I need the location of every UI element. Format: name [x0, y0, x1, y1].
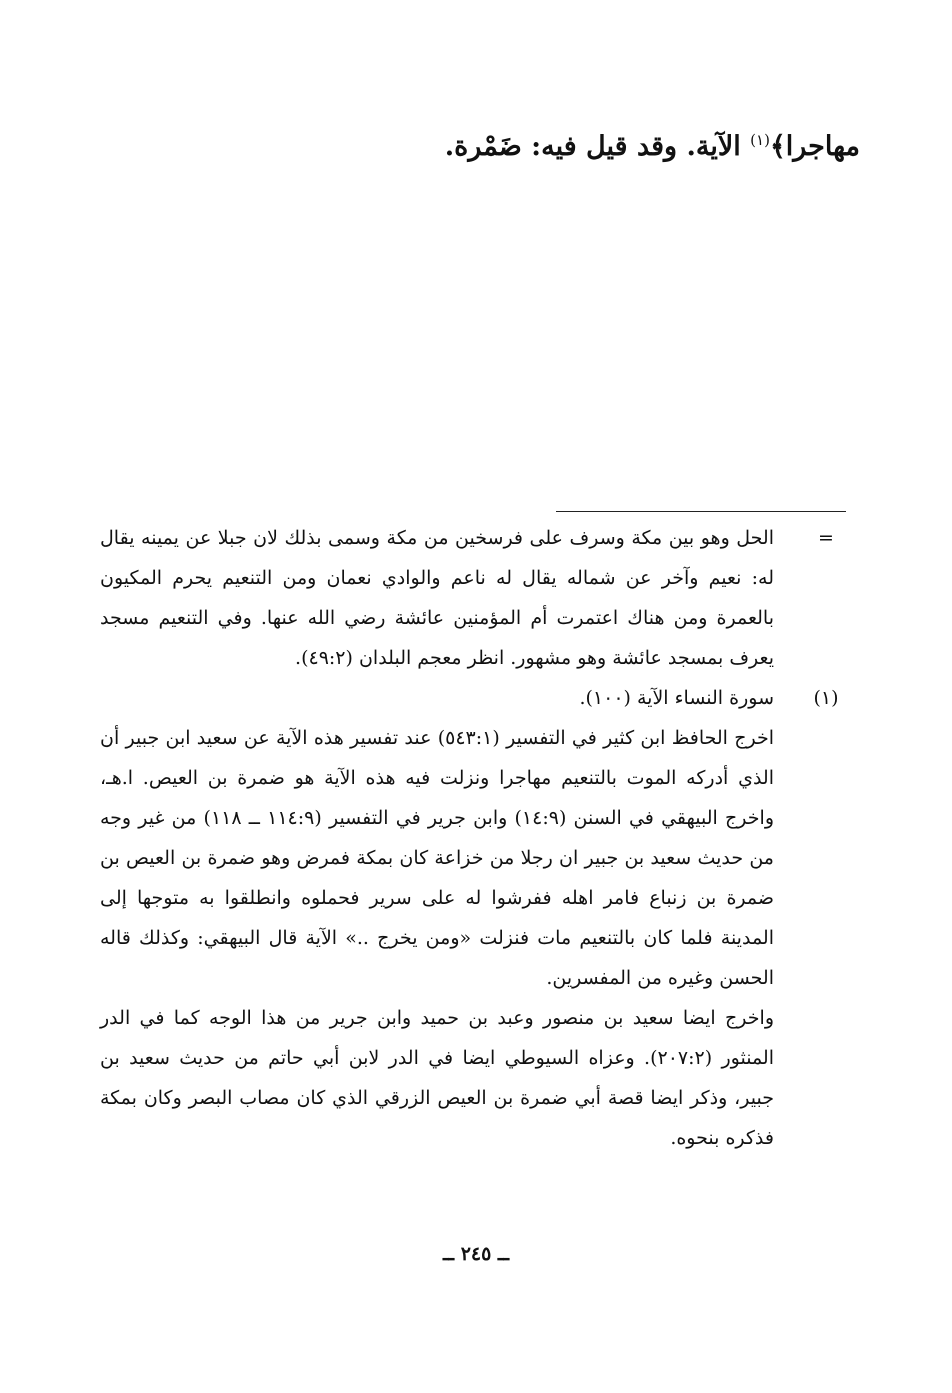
footnote-paragraph: سورة النساء الآية (١٠٠). [579, 687, 774, 709]
footnote-paragraph: واخرج ايضا سعيد بن منصور وعبد بن حميد وابن جرير من هذا الوجه كما في الدر المنثور (٢٠٧:٢). وعزاه السيوطي ايضا في الدر لابن أبي حاتم من حديث سعيد بن جبير، وذكر ايضا قصة أبي ضمرة بن العيص الزرقي الذي كان مصاب البصر وكان بمكة فذكره بنحوه. [100, 1007, 774, 1149]
main-text-start: مهاجرا﴾ [769, 131, 860, 162]
footnote-1 [100, 678, 846, 1158]
main-text-end: الآية. وقد قيل فيه: ضَمْرة. [444, 131, 751, 162]
main-text-line [80, 118, 860, 169]
footnotes-section [100, 518, 846, 1158]
page-number: ــ ٢٤٥ ــ [442, 1243, 510, 1265]
footnote-marker: (١) [813, 687, 839, 709]
footnote-paragraph: الحل وهو بين مكة وسرف على فرسخين من مكة وسمى بذلك لان جبلا عن يمينه يقال له: نعيم وآخر عن شماله يقال له ناعم والوادي نعمان ومن التنعيم يحرم المكيون بالعمرة ومن هناك اعتمرت أم المؤمنين عائشة رضي الله عنها. وفي التنعيم مسجد يعرف بمسجد عائشة وهو مشهور. انظر معجم البلدان (٤٩:٢). [100, 527, 774, 669]
footnote-paragraph: اخرج الحافظ ابن كثير في التفسير (٥٤٣:١) عند تفسير هذه الآية عن سعيد ابن جبير أن الذي أدركه الموت بالتنعيم مهاجرا ونزلت فيه هذه الآية هو ضمرة بن العيص. ا.هـ، واخرج البيهقي في السنن (١٤:٩) وابن جرير في التفسير (١١٤:٩ ــ ١١٨) من غير وجه من حديث سعيد بن جبير ان رجلا من خزاعة كان بمكة فمرض وهو ضمرة بن العيص بن ضمرة بن زنباع فامر اهله ففرشوا له على سرير فحملوه وانطلقوا به متوجها إلى المدينة فلما كان بالتنعيم مات فنزلت «ومن يخرج ..» الآية قال البيهقي: وكذلك قاله الحسن وغيره من المفسرين. [100, 727, 775, 989]
footnote-marker: = [818, 527, 834, 549]
footnote-continued [100, 518, 846, 678]
footnote-reference: (١) [750, 131, 770, 149]
footnote-separator-rule [556, 511, 846, 512]
